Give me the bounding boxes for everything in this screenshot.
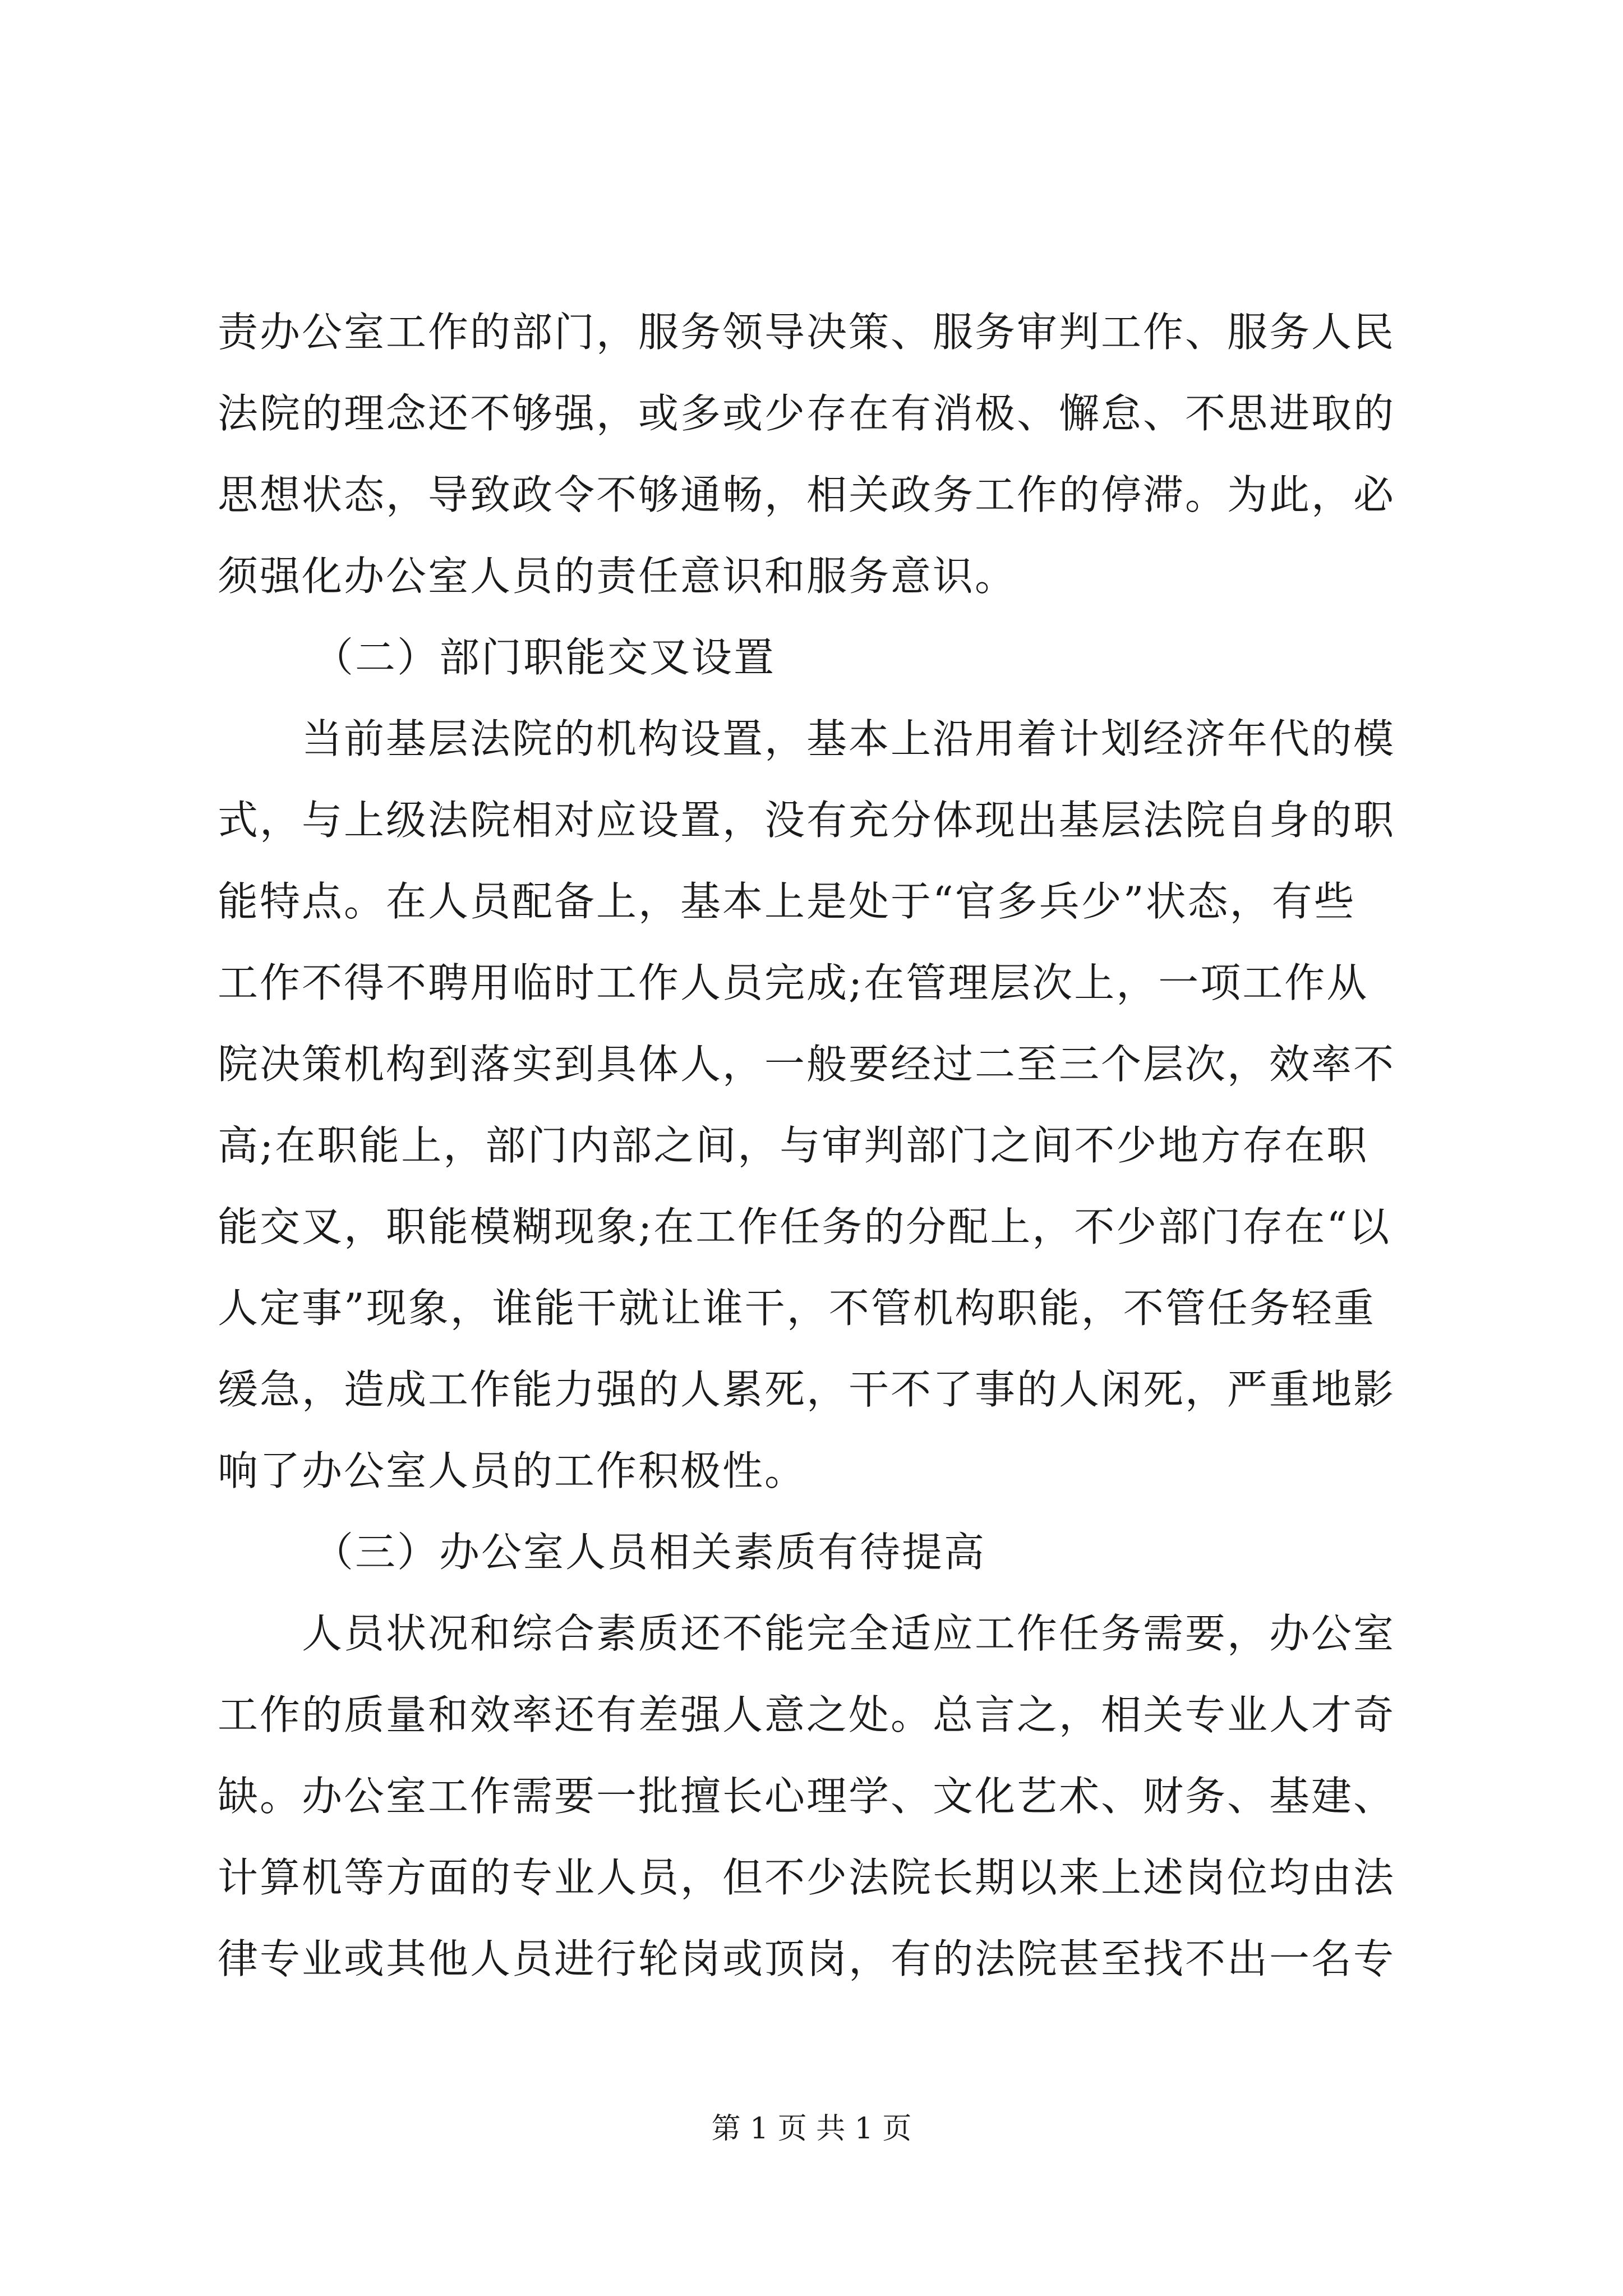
paragraph-line: 工作不得不聘用临时工作人员完成;在管理层次上，一项工作从	[218, 959, 1369, 1006]
paragraph-line: 计算机等方面的专业人员，但不少法院长期以来上述岗位均由法	[218, 1854, 1396, 1901]
paragraph-line: 当前基层法院的机构设置，基本上沿用着计划经济年代的模	[302, 715, 1396, 762]
paragraph-line: 须强化办公室人员的责任意识和服务意识。	[218, 553, 1017, 600]
paragraph-line: 思想状态，导致政令不够通畅，相关政务工作的停滞。为此，必	[218, 471, 1396, 518]
document-body	[218, 292, 1412, 2000]
page-footer: 第 1 页 共 1 页	[711, 2112, 912, 2146]
paragraph-line: 响了办公室人员的工作积极性。	[218, 1447, 807, 1494]
paragraph-line: 能特点。在人员配备上，基本上是处于“官多兵少”状态，有些	[218, 878, 1356, 925]
paragraph-line: 缺。办公室工作需要一批擅长心理学、文化艺术、财务、基建、	[218, 1773, 1396, 1820]
paragraph-line: 人员状况和综合素质还不能完全适应工作任务需要，办公室	[302, 1610, 1396, 1657]
paragraph-line: 能交叉，职能模糊现象;在工作任务的分配上，不少部门存在“以	[218, 1203, 1391, 1250]
paragraph-line: 人定事”现象，谁能干就让谁干，不管机构职能，不管任务轻重	[218, 1285, 1376, 1332]
paragraph-line: 工作的质量和效率还有差强人意之处。总言之，相关专业人才奇	[218, 1691, 1396, 1738]
paragraph-line: 院决策机构到落实到具体人，一般要经过二至三个层次，效率不	[218, 1041, 1396, 1088]
paragraph-line: 缓急，造成工作能力强的人累死，干不了事的人闲死，严重地影	[218, 1366, 1396, 1413]
paragraph-line: 式，与上级法院相对应设置，没有充分体现出基层法院自身的职	[218, 797, 1396, 844]
section-heading: （三）办公室人员相关素质有待提高	[313, 1529, 986, 1576]
paragraph-line: 法院的理念还不够强，或多或少存在有消极、懈怠、不思进取的	[218, 390, 1396, 437]
paragraph-line: 责办公室工作的部门，服务领导决策、服务审判工作、服务人民	[218, 309, 1396, 356]
paragraph-line: 律专业或其他人员进行轮岗或顶岗，有的法院甚至找不出一名专	[218, 1935, 1396, 1982]
paragraph-line: 高;在职能上，部门内部之间，与审判部门之间不少地方存在职	[218, 1122, 1369, 1169]
section-heading: （二）部门职能交叉设置	[313, 634, 776, 681]
